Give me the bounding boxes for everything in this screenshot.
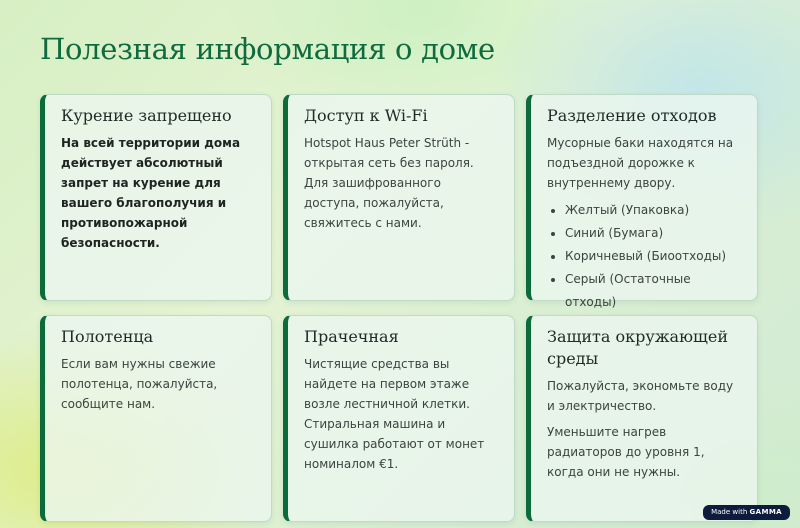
card-title: Прачечная [304, 327, 399, 346]
card-text: Мусорные баки находятся на подъездной дорожке к внутреннему двору. [547, 136, 734, 190]
made-with-badge[interactable] [703, 505, 790, 520]
card-text-secondary: Уменьшите нагрев радиаторов до уровня 1, когда они не нужны. [547, 425, 705, 479]
card-text: Чистящие средства вы найдете на первом этаже возле лестничной клетки. Стиральная машина и сушилка работают от монет номиналом €1. [304, 357, 485, 471]
card-environment [526, 315, 758, 522]
card-title: Полотенца [61, 327, 154, 346]
card-wifi [283, 94, 515, 301]
list-item: • Коричневый (Биоотходы) [565, 245, 743, 268]
card-title: Доступ к Wi-Fi [304, 106, 428, 125]
page-title: Полезная информация о доме [40, 32, 495, 66]
card-smoking [40, 94, 272, 301]
badge-brand-logo: GAMMA [749, 508, 782, 516]
card-laundry [283, 315, 515, 522]
card-towels [40, 315, 272, 522]
badge-prefix: Made with [711, 508, 748, 516]
card-text: Если вам нужны свежие полотенца, пожалуйста, сообщите нам. [61, 357, 218, 411]
waste-bin-list [547, 199, 743, 314]
card-title: Разделение отходов [547, 106, 717, 125]
info-card-grid [40, 94, 759, 522]
card-text: Hotspot Haus Peter Strüth - открытая сеть без пароля. Для зашифрованного доступа, пожалуйста, свяжитесь с нами. [304, 136, 474, 230]
list-item: • Серый (Остаточные отходы) [565, 268, 743, 314]
card-title: Курение запрещено [61, 106, 232, 125]
card-text: На всей территории дома действует абсолютный запрет на курение для вашего благополучия и противопожарной безопасности. [61, 136, 241, 250]
card-title: Защита окружающей среды [547, 327, 729, 368]
list-item: • Синий (Бумага) [565, 222, 743, 245]
list-item: • Желтый (Упаковка) [565, 199, 743, 222]
card-waste [526, 94, 758, 309]
card-text: Пожалуйста, экономьте воду и электричество. [547, 379, 734, 413]
